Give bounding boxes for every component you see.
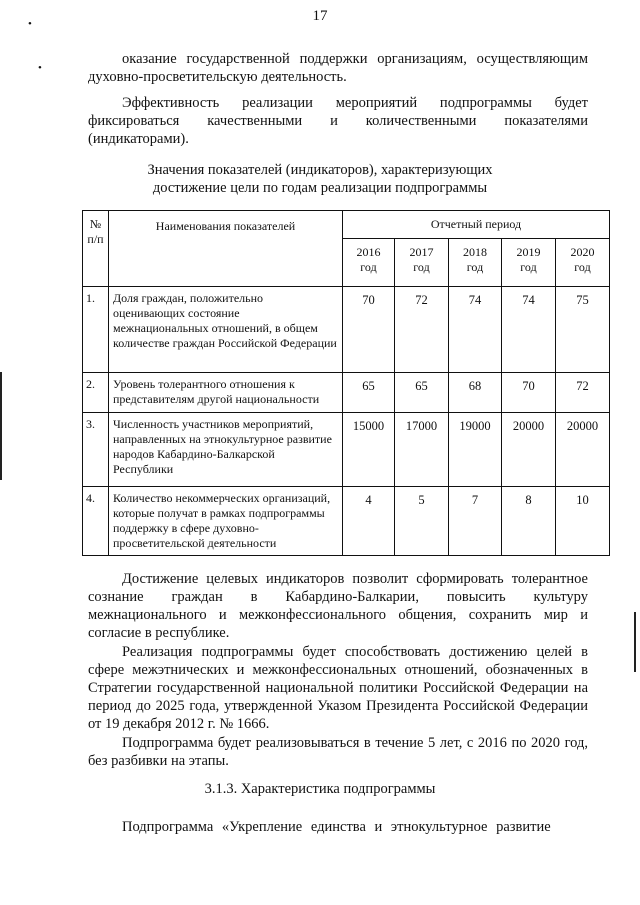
indicator-value: 72 bbox=[556, 373, 610, 413]
section-heading: 3.1.3. Характеристика подпрограммы bbox=[204, 781, 436, 797]
margin-mark: • bbox=[38, 62, 42, 74]
indicator-value: 70 bbox=[343, 287, 395, 373]
header-num: № п/п bbox=[83, 211, 109, 287]
indicator-value: 15000 bbox=[343, 413, 395, 487]
indicator-value: 65 bbox=[395, 373, 449, 413]
indicator-value: 17000 bbox=[395, 413, 449, 487]
indicator-name: Уровень толерантного отношения к представителям другой национальности bbox=[109, 373, 343, 413]
table-row bbox=[83, 287, 610, 373]
indicator-value: 74 bbox=[502, 287, 556, 373]
indicator-value: 8 bbox=[502, 487, 556, 556]
indicator-value: 74 bbox=[449, 287, 502, 373]
year-header: 2018 год bbox=[449, 239, 502, 287]
header-period: Отчетный период bbox=[343, 211, 610, 239]
subprogram-line: Подпрограмма «Укрепление единства и этнокультурное развитие bbox=[122, 819, 551, 835]
year-header: 2017 год bbox=[395, 239, 449, 287]
scan-edge-line bbox=[0, 372, 2, 480]
indicator-value: 72 bbox=[395, 287, 449, 373]
indicator-name: Количество некоммерческих организаций, которые получат в рамках подпрограммы поддержку в сфере духовно-просветительской деятельности bbox=[109, 487, 343, 556]
intro-paragraph: оказание государственной поддержки организациям, осуществляющим духовно-просветительскую деятельность. bbox=[88, 51, 588, 85]
table-row bbox=[83, 487, 610, 556]
indicator-value: 75 bbox=[556, 287, 610, 373]
year-header: 2019 год bbox=[502, 239, 556, 287]
indicator-value: 68 bbox=[449, 373, 502, 413]
row-number: 2. bbox=[83, 373, 109, 413]
indicator-value: 4 bbox=[343, 487, 395, 556]
indicator-value: 20000 bbox=[502, 413, 556, 487]
table-title-line: достижение цели по годам реализации подпрограммы bbox=[152, 180, 488, 196]
indicator-value: 65 bbox=[343, 373, 395, 413]
header-name: Наименования показателей bbox=[109, 211, 343, 287]
indicator-name: Численность участников мероприятий, направленных на этнокультурное развитие народов Кабардино-Балкарской Республики bbox=[109, 413, 343, 487]
goals-paragraph: Достижение целевых индикаторов позволит сформировать толерантное сознание граждан в Кабардино-Балкарии, повысить культуру межнационального и межконфессионального общения, сохранить мир и согласие в республике. bbox=[88, 571, 588, 641]
effectiveness-paragraph: Эффективность реализации мероприятий подпрограммы будет фиксироваться качественными и количественными показателями (индикаторами). bbox=[88, 95, 588, 147]
row-number: 3. bbox=[83, 413, 109, 487]
table-row bbox=[83, 413, 610, 487]
indicator-value: 5 bbox=[395, 487, 449, 556]
row-number: 1. bbox=[83, 287, 109, 373]
table-row bbox=[83, 373, 610, 413]
table-title-line: Значения показателей (индикаторов), характеризующих bbox=[147, 162, 493, 178]
row-number: 4. bbox=[83, 487, 109, 556]
page-number: 17 bbox=[312, 8, 328, 24]
indicator-value: 10 bbox=[556, 487, 610, 556]
indicator-value: 19000 bbox=[449, 413, 502, 487]
scan-edge-line bbox=[634, 612, 636, 672]
indicator-value: 7 bbox=[449, 487, 502, 556]
indicator-name: Доля граждан, положительно оценивающих состояние межнациональных отношений, в общем количестве граждан Российской Федерации bbox=[109, 287, 343, 373]
year-header: 2020 год bbox=[556, 239, 610, 287]
year-header: 2016 год bbox=[343, 239, 395, 287]
indicator-value: 20000 bbox=[556, 413, 610, 487]
indicators-table bbox=[82, 210, 610, 556]
margin-mark: • bbox=[28, 18, 32, 30]
duration-paragraph: Подпрограмма будет реализовываться в течение 5 лет, с 2016 по 2020 год, без разбивки на этапы. bbox=[88, 735, 588, 769]
indicator-value: 70 bbox=[502, 373, 556, 413]
strategy-paragraph: Реализация подпрограммы будет способствовать достижению целей в сфере межэтнических и межконфессиональных отношений, обозначенных в Стратегии государственной национальной политики Российской Федерации на период до 2025 года, утвержденной Указом Президента Российской Федерации от 19 декабря 2012 г. № 1666. bbox=[88, 644, 588, 732]
